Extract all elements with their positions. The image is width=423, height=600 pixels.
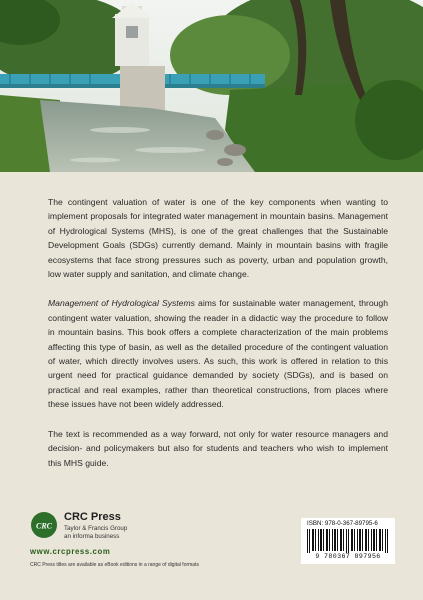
publisher-website[interactable]: www.crcpress.com — [30, 547, 111, 556]
isbn-barcode — [301, 518, 395, 564]
barcode-icon — [307, 529, 389, 553]
back-cover-description — [48, 195, 388, 485]
description-paragraph-2-text: aims for sustainable water management, through contingent water valuation, showing the reader in a didactic way the procedure to follow in mountain basins. This book offers a complete characterization of the main problems affecting this type of basin, as well as the detailed procedure of the contingent valuation of water, which directly involves users. As such, this work is offered in relation to this urgent need for practical guidance demanded by society (SDGs), and is based on practical and real examples, rather than theoretical constructions, from places where these issues have not been widely addressed. — [48, 298, 388, 410]
publisher-business: an informa business — [64, 533, 120, 540]
crc-logo-text: CRC — [35, 521, 53, 531]
isbn-text: ISBN: 978-0-367-89795-6 — [307, 520, 378, 527]
description-paragraph-2 — [48, 296, 388, 411]
publisher-group: Taylor & Francis Group — [64, 525, 128, 532]
publisher-name: CRC Press — [64, 511, 121, 523]
book-title-italic: Management of Hydrological Systems — [48, 298, 195, 309]
barcode-digits: 9 780367 897956 — [315, 553, 381, 560]
cover-photo — [0, 0, 423, 172]
description-paragraph-3: The text is recommended as a way forward, not only for water resource managers and decision- and policymakers but also for students and teachers who wish to implement this MHS guide. — [48, 428, 388, 468]
crc-logo-icon — [30, 511, 58, 539]
description-paragraph-1: The contingent valuation of water is one of the key components when wanting to implement proposals for integrated water management in mountain basins. Management of Hydrological Systems (MHS), is one of the great challenges that the Sustainable Development Goals (SDGs) currently demand. Mainly in mountain basins with fragile ecosystems that face strong pressures such as poverty, urban and population growth, low water supply and sanitation, and climate change. — [48, 197, 388, 280]
ebook-availability-note: CRC Press titles are available as eBook editions in a range of digital formats — [30, 562, 199, 568]
river-town-photo — [0, 0, 423, 172]
